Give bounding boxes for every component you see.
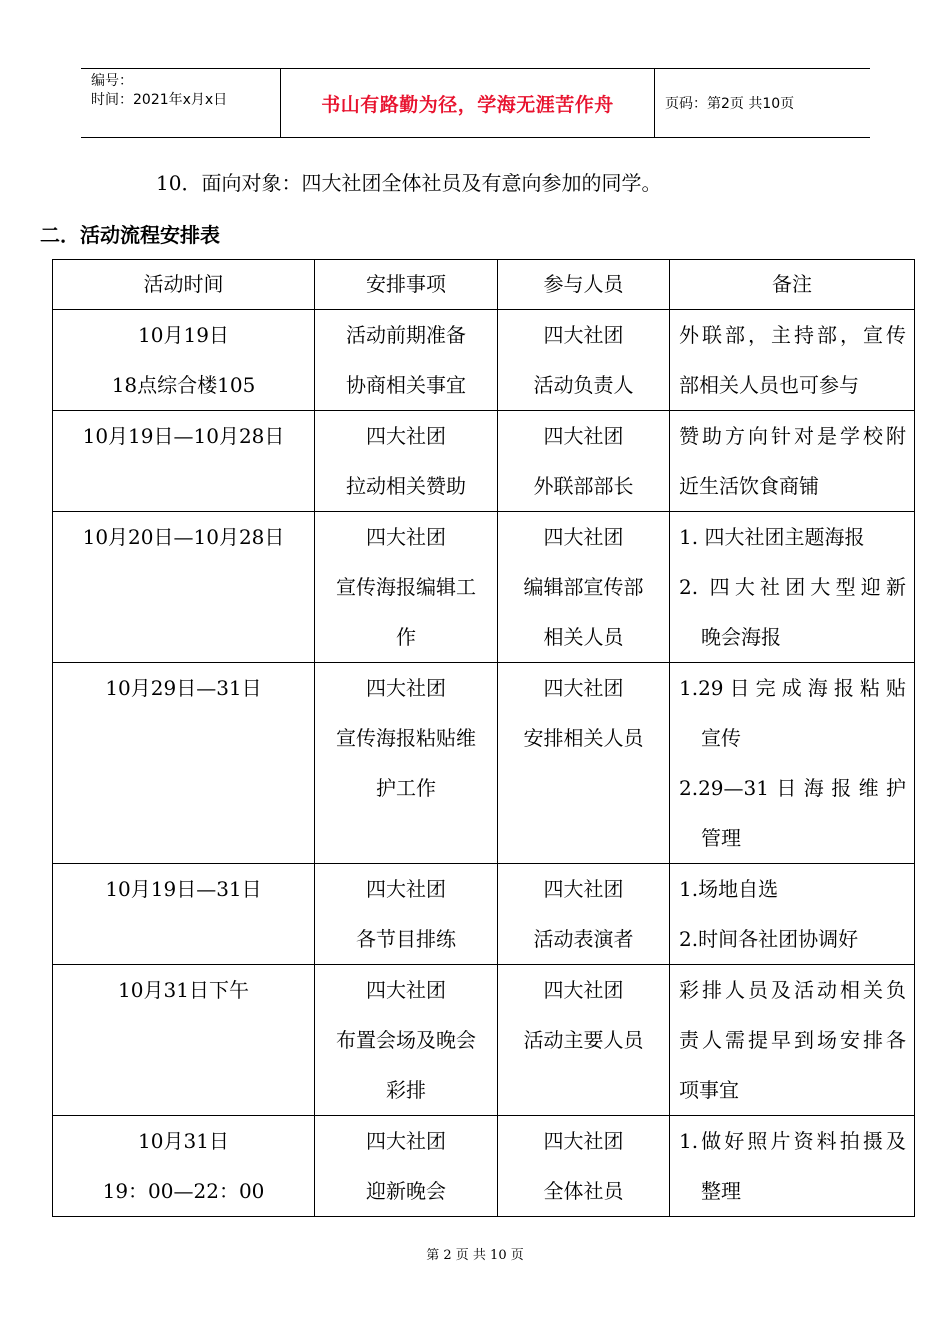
cell-people: 四大社团 活动负责人 [498, 310, 670, 411]
header-task: 安排事项 [315, 260, 498, 310]
table-row [53, 965, 915, 1116]
header-page-number: 页码：第2页 共10页 [665, 96, 795, 112]
table-row [53, 663, 915, 864]
cell-task: 四大社团 布置会场及晚会 彩排 [315, 965, 498, 1116]
cell-people: 四大社团 活动表演者 [498, 864, 670, 965]
cell-task: 四大社团 各节目排练 [315, 864, 498, 965]
document-number: 编号： [91, 73, 133, 89]
cell-note: 1. 四大社团主题海报 2. 四大社团大型迎新 晚会海报 [670, 512, 915, 663]
cell-people: 四大社团 全体社员 [498, 1116, 670, 1217]
cell-note: 赞助方向针对是学校附 近生活饮食商铺 [670, 411, 915, 512]
cell-task: 四大社团 宣传海报粘贴维 护工作 [315, 663, 498, 864]
document-date: 时间：2021年x月x日 [91, 92, 228, 108]
document-header [81, 68, 870, 138]
header-time: 活动时间 [53, 260, 315, 310]
cell-people: 四大社团 编辑部宣传部 相关人员 [498, 512, 670, 663]
cell-note: 1.29日完成海报粘贴 宣传 2.29—31日海报维护 管理 [670, 663, 915, 864]
cell-note: 1.场地自选 2.时间各社团协调好 [670, 864, 915, 965]
header-meta [81, 69, 281, 137]
cell-note: 外联部，主持部，宣传 部相关人员也可参与 [670, 310, 915, 411]
header-motto: 书山有路勤为径，学海无涯苦作舟 [281, 69, 655, 137]
cell-time: 10月31日下午 [53, 965, 315, 1116]
table-row [53, 411, 915, 512]
cell-task: 四大社团 迎新晚会 [315, 1116, 498, 1217]
section-title: 二．活动流程安排表 [40, 223, 220, 247]
cell-people: 四大社团 活动主要人员 [498, 965, 670, 1116]
cell-people: 四大社团 安排相关人员 [498, 663, 670, 864]
cell-time: 10月19日 18点综合楼105 [53, 310, 315, 411]
cell-people: 四大社团 外联部部长 [498, 411, 670, 512]
cell-task: 活动前期准备 协商相关事宜 [315, 310, 498, 411]
cell-time: 10月20日—10月28日 [53, 512, 315, 663]
page-footer: 第 2 页 共 10 页 [426, 1248, 524, 1263]
table-header-row [53, 260, 915, 310]
header-note: 备注 [670, 260, 915, 310]
cell-time: 10月19日—10月28日 [53, 411, 315, 512]
table-row [53, 864, 915, 965]
cell-note: 1.做好照片资料拍摄及 整理 [670, 1116, 915, 1217]
table-row [53, 310, 915, 411]
cell-task: 四大社团 拉动相关赞助 [315, 411, 498, 512]
target-audience-item: 10．面向对象：四大社团全体社员及有意向参加的同学。 [156, 171, 662, 195]
cell-task: 四大社团 宣传海报编辑工 作 [315, 512, 498, 663]
table-row [53, 1116, 915, 1217]
cell-time: 10月29日—31日 [53, 663, 315, 864]
header-people: 参与人员 [498, 260, 670, 310]
table-row [53, 512, 915, 663]
cell-note: 彩排人员及活动相关负 责人需提早到场安排各 项事宜 [670, 965, 915, 1116]
cell-time: 10月19日—31日 [53, 864, 315, 965]
schedule-table [52, 259, 915, 1217]
cell-time: 10月31日 19：00—22：00 [53, 1116, 315, 1217]
